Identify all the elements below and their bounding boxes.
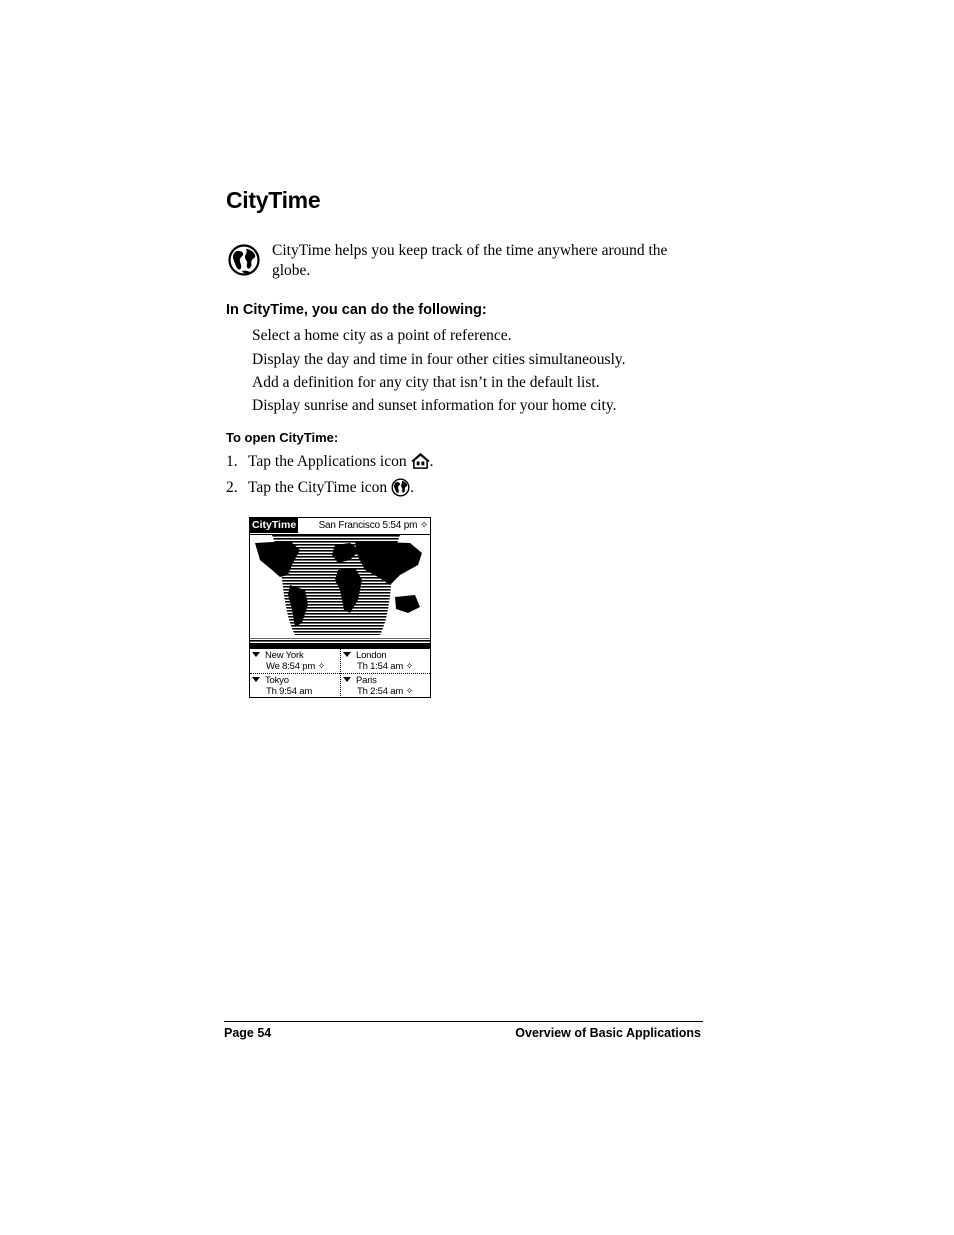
procedure-step-2: 2. Tap the CityTime icon . [226,478,415,496]
procedure-step-1: 1. Tap the Applications icon . [226,452,434,470]
intro-text: CityTime helps you keep track of the time anywhere around the globe. [272,242,668,279]
dropdown-triangle-icon[interactable] [343,677,351,682]
city-time: We 8:54 pm [266,661,316,672]
feature-item: Add a definition for any city that isn’t in the default list. [252,374,600,391]
world-map [250,535,430,648]
city-time: Th 2:54 am [357,686,404,697]
sun-icon: ✧ [419,520,428,531]
city-name: Tokyo [265,675,289,686]
home-city-time [319,518,428,533]
city-cell[interactable] [341,674,430,698]
city-list [250,648,430,698]
globe-icon [391,478,410,497]
sun-icon: ✧ [405,661,414,672]
sun-icon: ✧ [317,661,326,672]
city-cell[interactable] [250,649,339,673]
home-city-label: San Francisco 5:54 pm [318,520,418,531]
page-title: CityTime [226,187,321,213]
citytime-screenshot [249,517,431,698]
dropdown-triangle-icon[interactable] [343,652,351,657]
city-cell[interactable] [250,674,339,698]
city-cell[interactable] [341,649,430,673]
feature-item: Display sunrise and sunset information for your home city. [252,397,617,414]
city-name: London [356,650,387,661]
step-number: 2. [226,478,238,496]
globe-icon [228,244,260,276]
city-name: New York [265,650,304,661]
step-text: Tap the CityTime icon [248,478,388,496]
feature-item: Display the day and time in four other cities simultaneously. [252,351,626,368]
app-title-tab: CityTime [252,519,297,531]
applications-icon [411,452,430,471]
city-time: Th 1:54 am [357,661,404,672]
feature-item: Select a home city as a point of reference. [252,327,512,344]
sun-icon: ✧ [405,686,414,697]
step-number: 1. [226,452,238,470]
step-text: Tap the Applications icon [248,452,407,470]
dropdown-triangle-icon[interactable] [252,677,260,682]
dropdown-triangle-icon[interactable] [252,652,260,657]
footer-rule [224,1021,703,1022]
procedure-heading: To open CityTime: [226,430,339,445]
city-name: Paris [356,675,377,686]
divider [250,673,430,674]
city-time: Th 9:54 am [266,686,313,697]
screen-header [250,518,430,535]
page-number: Page 54 [224,1026,272,1040]
features-heading: In CityTime, you can do the following: [226,302,487,318]
section-title: Overview of Basic Applications [515,1026,701,1040]
